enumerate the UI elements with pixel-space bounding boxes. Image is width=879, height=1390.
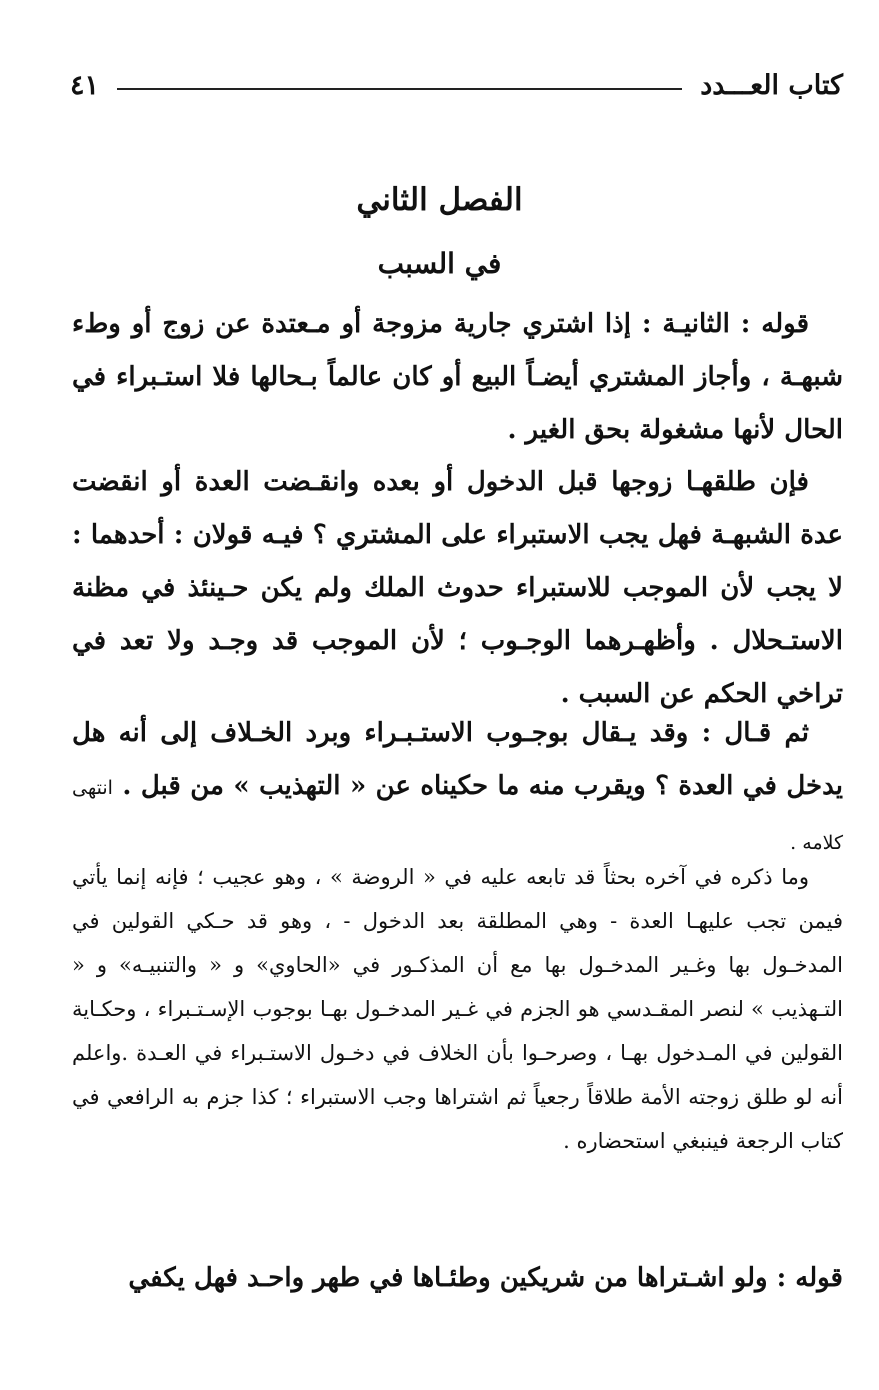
header-rule xyxy=(117,88,682,90)
paragraph-3-tail: انتهى كلامه . xyxy=(72,777,843,854)
running-title: كتاب العـــدد xyxy=(700,69,843,101)
page-number: ٤١ xyxy=(70,69,100,101)
paragraph-3-main: ثم قـال : وقد يـقال بوجـوب الاستـبـراء وبرد الخـلاف إلى أنه هل يدخل في العدة ؟ ويقرب منه ما حكيناه عن « التهذيب » من قبل . xyxy=(72,718,843,801)
paragraph-3 xyxy=(72,707,843,870)
paragraph-4: قوله : ولو اشـتراها من شريكين وطئـاها في طهر واحـد فهل يكفي xyxy=(128,1263,843,1293)
chapter-title: الفصل الثاني xyxy=(356,182,523,218)
paragraph-1: قوله : الثانيـة : إذا اشتري جارية مزوجة أو مـعتدة عن زوج أو وطء شبهـة ، وأجاز المشتري أيضـاً البيع أو كان عالماً بـحالها فلا استـبراء في الحال لأنها مشغولة بحق الغير . xyxy=(72,309,843,445)
running-header xyxy=(70,60,843,110)
chapter-subtitle: في السبب xyxy=(377,247,502,280)
paragraph-2: فإن طلقهـا زوجها قبل الدخول أو بعده وانقـضت العدة أو انقضت عدة الشبهـة فهل يجب الاستبراء على المشتري ؟ فيـه قولان : أحدهما : لا يجب لأن الموجب للاستبراء حدوث الملك ولم يكن حـينئذ في مظنة الاستـحلال . وأظهـرهما الوجـوب ؛ لأن الموجب قد وجـد ولا تعد في تراخي الحكم عن السبب . xyxy=(72,467,843,709)
commentary-paragraph: وما ذكره في آخره بحثاً قد تابعه عليه في « الروضة » ، وهو عجيب ؛ فإنه إنما يأتي فيمن تجب عليهـا العدة - وهي المطلقة بعد الدخول - ، وهو قد حـكي القولين في المدخـول بها وغـير المدخـول بها مع أن المذكـور في «الحاوي» و « والتنبيـه» و « التـهذيب » لنصر المقـدسي هو الجزم في غـير المدخـول بهـا بوجوب الإسـتـبراء ، وحكـاية القولين في المـدخول بهـا ، وصرحـوا بأن الخلاف في دخـول الاستـبراء في العـدة .واعلم أنه لو طلق زوجته الأمة طلاقاً رجعياً ثم اشتراها وجب الاستبراء ؛ كذا جزم به الرافعي في كتاب الرجعة فينبغي استحضاره . xyxy=(72,865,843,1153)
